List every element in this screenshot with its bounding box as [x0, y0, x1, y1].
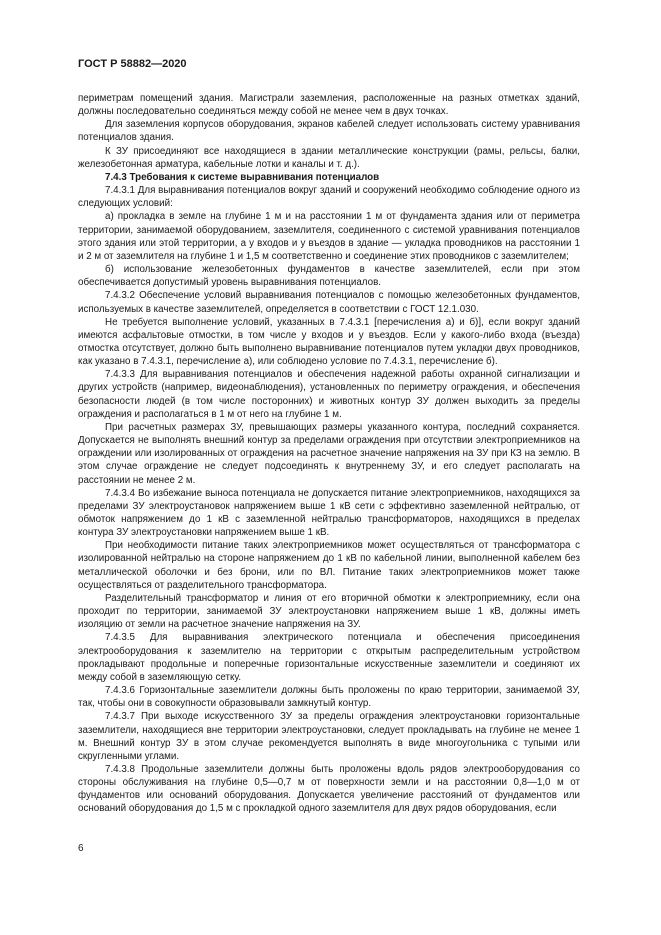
paragraph: 7.4.3.2 Обеспечение условий выравнивания потенциалов с помощью железобетонных фундаментов, используемых в качестве заземлителей, определяется в соответствии с ГОСТ 12.1.030. — [78, 290, 580, 315]
paragraph: Для заземления корпусов оборудования, экранов кабелей следует использовать систему уравнивания потенциалов здания. — [78, 119, 580, 144]
paragraph: При необходимости питание таких электроприемников может осуществляться от трансформатора с изолированной нейтралью на стороне напряжением до 1 кВ по кабельной линии, выполненной кабелем без металлической оболочки и без брони, или по ВЛ. Питание таких электроприемников может также осуществляться от разделительного трансформатора. — [78, 540, 580, 591]
standard-header: ГОСТ Р 58882—2020 — [78, 58, 187, 70]
paragraph: 7.4.3.5 Для выравнивания электрического потенциала и обеспечения присоединения электрооборудования к заземлителю на территории с открытым распределительным устройством прокладывают продольные и поперечные горизонтальные искусственные заземлители и соединяют их между собой в заземляющую сетку. — [78, 632, 580, 683]
section-heading: 7.4.3 Требования к системе выравнивания потенциалов — [105, 171, 380, 183]
list-item: а) прокладка в земле на глубине 1 м и на расстоянии 1 м от фундамента здания или от периметра территории, занимаемой оборудованием, заземлителя, соединенного с системой уравнивания потенциалов этого здания или этой территории, а у входов и у въездов в здание — укладка проводников на расстоянии 1 и 2 м от заземлителя на глубине 1 и 1,5 м соответственно и соединение этих проводников с заземлителем; — [78, 211, 580, 262]
paragraph: 7.4.3.6 Горизонтальные заземлители должны быть проложены по краю территории, занимаемой ЗУ, так, чтобы они в совокупности образовывали замкнутый контур. — [78, 685, 580, 710]
paragraph: 7.4.3.1 Для выравнивания потенциалов вокруг зданий и сооружений необходимо соблюдение одного из следующих условий: — [78, 185, 580, 210]
body-text — [78, 92, 580, 816]
paragraph: 7.4.3.4 Во избежание выноса потенциала не допускается питание электроприемников, находящихся за пределами ЗУ электроустановок напряжением выше 1 кВ сети с эффективно заземленной нейтралью, от обмоток напряжением до 1 кВ с заземленной нейтралью трансформаторов, находящихся в пределах контура ЗУ электроустановки напряжением выше 1 кВ. — [78, 487, 580, 539]
paragraph: периметрам помещений здания. Магистрали заземления, расположенные на разных отметках зданий, должны последовательно соединяться между собой не менее чем в двух точках. — [78, 93, 580, 118]
paragraph: К ЗУ присоединяют все находящиеся в здании металлические конструкции (рамы, рельсы, балки, железобетонная арматура, кабельные лотки и каналы и т. д.). — [78, 145, 580, 170]
paragraph: Не требуется выполнение условий, указанных в 7.4.3.1 [перечисления а) и б)], если вокруг зданий имеются асфальтовые отмостки, в том числе у входов и у въездов. Если у какого-либо входа (въезда) отмостка отсутствует, должно быть выполнено выравнивание потенциалов путем укладки двух проводников, как указано в 7.4.3.1, перечисление а), или соблюдено условие по 7.4.3.1, перечисление б). — [78, 316, 580, 368]
paragraph: 7.4.3.8 Продольные заземлители должны быть проложены вдоль рядов электрооборудования со стороны обслуживания на глубине 0,5—0,7 м от поверхности земли и на расстоянии 0,8—1,0 м от фундаментов или оснований оборудования. Допускается увеличение расстояний от фундаментов или оснований оборудования до 1,5 м с прокладкой одного заземлителя для двух рядов оборудования, если — [78, 763, 580, 815]
paragraph: 7.4.3.3 Для выравнивания потенциалов и обеспечения надежной работы охранной сигнализации и других устройств (например, видеонаблюдения), установленных по периметру ограждения, и обеспечения безопасности людей (в том числе посторонних) и животных контур ЗУ должен выходить за пределы ограждения и располагаться в 1 м от него на глубине 1 м. — [78, 369, 580, 420]
page-number: 6 — [78, 843, 84, 854]
paragraph: При расчетных размерах ЗУ, превышающих размеры указанного контура, последний сохраняется. Допускается не выполнять внешний контур за пределами ограждения при отсутствии электроприемников на ограждении или изолированных от ограждения на расчетное значение напряжения на ЗУ при КЗ на землю. В этом случае ограждение не следует подсоединять к внутреннему ЗУ, и его следует располагать на расстоянии не менее 2 м. — [78, 421, 580, 486]
paragraph: 7.4.3.7 При выходе искусственного ЗУ за пределы ограждения электроустановки горизонтальные заземлители, находящиеся вне территории электроустановки, следует прокладывать на глубине не менее 1 м. Внешний контур ЗУ в этом случае рекомендуется выполнять в виде многоугольника с тупыми или скругленными углами. — [78, 711, 580, 762]
paragraph: Разделительный трансформатор и линия от его вторичной обмотки к электроприемнику, если она проходит по территории, занимаемой ЗУ электроустановки напряжением выше 1 кВ, должны иметь изоляцию от земли на расчетное значение напряжения на ЗУ. — [78, 592, 580, 631]
list-item: б) использование железобетонных фундаментов в качестве заземлителей, если при этом обеспечивается допустимый уровень выравнивания потенциалов. — [78, 264, 580, 289]
